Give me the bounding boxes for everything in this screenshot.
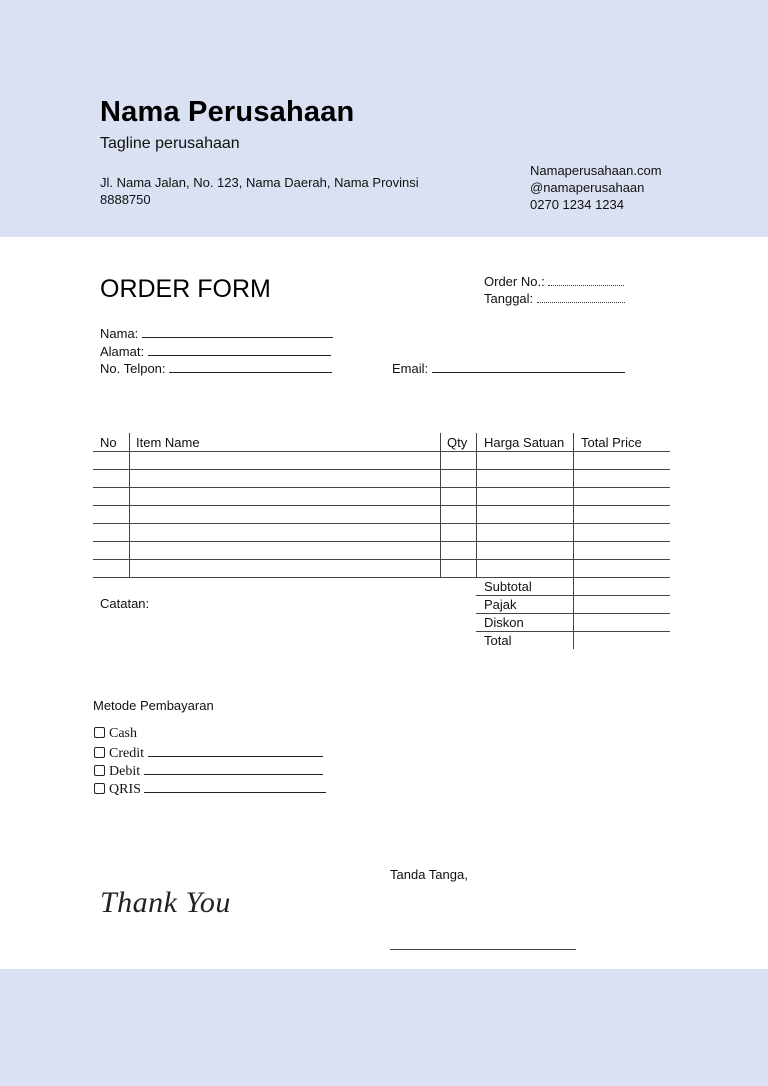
- payment-option-label: Credit: [109, 746, 144, 761]
- date-row: [484, 290, 625, 307]
- social-handle: @namaperusahaan: [530, 180, 645, 195]
- summary-rule: [476, 631, 670, 632]
- col-header-total-price: Total Price: [581, 435, 642, 450]
- signature-line[interactable]: [390, 949, 576, 950]
- form-title: ORDER FORM: [100, 275, 271, 303]
- order-no-field[interactable]: [548, 275, 624, 286]
- checkbox-icon[interactable]: [94, 765, 105, 776]
- address-row: [100, 343, 331, 359]
- payment-option-qris[interactable]: [94, 780, 326, 798]
- address-field[interactable]: [148, 343, 331, 356]
- phone-label: No. Telpon:: [100, 361, 166, 376]
- table-row[interactable]: [93, 505, 670, 506]
- table-row[interactable]: [93, 559, 670, 560]
- debit-detail-field[interactable]: [144, 762, 323, 775]
- payment-option-cash[interactable]: [94, 726, 137, 742]
- col-header-no: No: [100, 435, 117, 450]
- signature-label: Tanda Tanga,: [390, 867, 468, 882]
- email-label: Email:: [392, 361, 429, 376]
- phone: 0270 1234 1234: [530, 197, 624, 212]
- company-tagline: Tagline perusahaan: [100, 135, 240, 152]
- company-address: [100, 174, 419, 208]
- header-rule: [93, 451, 670, 452]
- thank-you-text: Thank You: [100, 886, 231, 919]
- name-row: [100, 325, 333, 341]
- table-row[interactable]: [93, 541, 670, 542]
- col-header-qty: Qty: [447, 435, 468, 450]
- phone-field[interactable]: [169, 360, 332, 373]
- table-row[interactable]: [93, 523, 670, 524]
- qris-detail-field[interactable]: [144, 780, 326, 793]
- company-name: Nama Perusahaan: [100, 96, 355, 128]
- phone-row: [100, 360, 332, 376]
- summary-rule: [476, 595, 670, 596]
- payment-title: Metode Pembayaran: [93, 698, 214, 713]
- notes-label: Catatan:: [100, 596, 150, 611]
- payment-option-label: Debit: [109, 764, 141, 779]
- table-row[interactable]: [93, 487, 670, 488]
- table-row[interactable]: [93, 469, 670, 470]
- email-row: [392, 360, 625, 376]
- name-label: Nama:: [100, 326, 139, 341]
- subtotal-label: Subtotal: [484, 579, 532, 594]
- order-no-label: Order No.:: [484, 274, 545, 289]
- payment-option-credit[interactable]: [94, 744, 323, 762]
- company-contact: [530, 162, 662, 213]
- order-no-row: [484, 273, 625, 290]
- discount-label: Diskon: [484, 615, 524, 630]
- postal-code: 8888750: [100, 192, 151, 207]
- total-label: Total: [484, 633, 512, 648]
- payment-option-label: Cash: [109, 726, 137, 741]
- date-label: Tanggal:: [484, 291, 534, 306]
- footer-band: [0, 969, 768, 1086]
- col-header-unit-price: Harga Satuan: [484, 435, 565, 450]
- address-line: Jl. Nama Jalan, No. 123, Nama Daerah, Nama Provinsi: [100, 175, 419, 190]
- summary-rule: [476, 613, 670, 614]
- payment-option-label: QRIS: [109, 782, 141, 797]
- name-field[interactable]: [142, 325, 333, 338]
- checkbox-icon[interactable]: [94, 727, 105, 738]
- col-header-item-name: Item Name: [136, 435, 200, 450]
- table-row[interactable]: [93, 577, 670, 578]
- payment-option-debit[interactable]: [94, 762, 323, 780]
- email-field[interactable]: [432, 360, 625, 373]
- checkbox-icon[interactable]: [94, 747, 105, 758]
- order-meta: [484, 273, 625, 307]
- date-field[interactable]: [537, 292, 625, 303]
- website: Namaperusahaan.com: [530, 163, 662, 178]
- checkbox-icon[interactable]: [94, 783, 105, 794]
- address-label: Alamat:: [100, 344, 145, 359]
- tax-label: Pajak: [484, 597, 517, 612]
- credit-detail-field[interactable]: [148, 744, 323, 757]
